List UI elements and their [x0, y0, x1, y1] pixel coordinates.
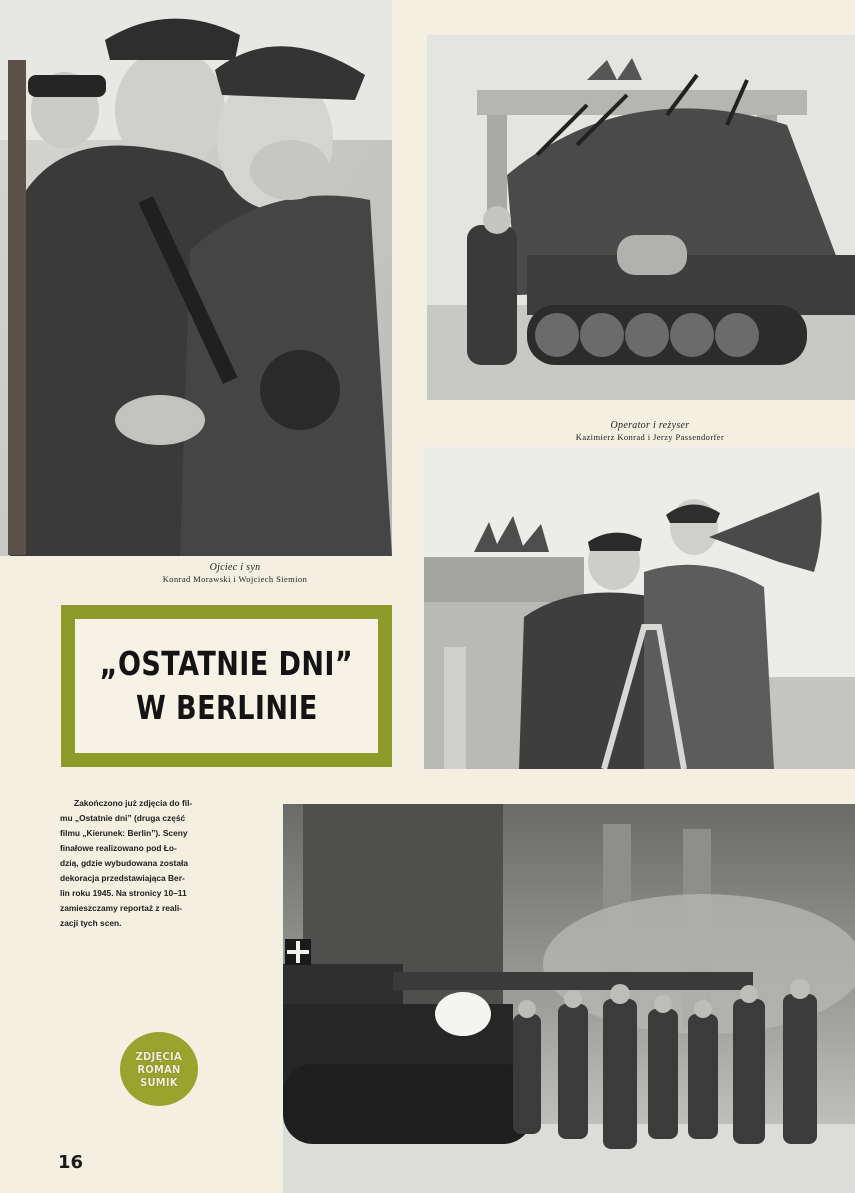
caption-names: Kazimierz Konrad i Jerzy Passendorfer	[575, 432, 725, 442]
headline-line-1: „OSTATNIE DNI”	[99, 644, 354, 683]
article-line: mu „Ostatnie dni” (druga część	[60, 813, 186, 823]
page-number: 16	[58, 1152, 84, 1173]
article-line: zacji tych scen.	[60, 918, 122, 928]
article-line: dzią, gdzie wybudowana została	[60, 858, 188, 868]
caption-father-and-son	[120, 562, 350, 584]
article-line: lin roku 1945. Na stronicy 10–11	[60, 888, 187, 898]
badge-line-2: ROMAN	[137, 1062, 181, 1076]
badge-line-1: ZDJĘCIA	[135, 1049, 183, 1063]
caption-title: Operator i reżyser	[610, 420, 690, 431]
article-text	[60, 796, 218, 931]
headline-panel	[75, 619, 378, 753]
headline-line-2: W BERLINIE	[135, 688, 318, 727]
article-line: filmu „Kierunek: Berlin”). Sceny	[60, 828, 188, 838]
caption-title: Ojciec i syn	[209, 562, 261, 573]
article-line: finałowe realizowano pod Ło-	[60, 843, 177, 853]
photo-tank-surrender-scene	[283, 804, 855, 1193]
article-line: zamieszczamy reportaż z reali-	[60, 903, 182, 913]
photo-soldiers-on-tank	[427, 35, 855, 400]
photo-father-and-son	[0, 0, 392, 556]
article-line: dekoracja przedstawiająca Ber-	[60, 873, 185, 883]
badge-line-3: SUMIK	[140, 1075, 178, 1089]
caption-names: Konrad Morawski i Wojciech Siemion	[162, 574, 308, 584]
photo-credit-badge	[120, 1032, 198, 1106]
caption-operator-and-director	[520, 420, 780, 442]
photo-operator-and-director	[424, 447, 855, 769]
article-line: Zakończono już zdjęcia do fil-	[74, 798, 193, 808]
headline-frame	[61, 605, 392, 767]
